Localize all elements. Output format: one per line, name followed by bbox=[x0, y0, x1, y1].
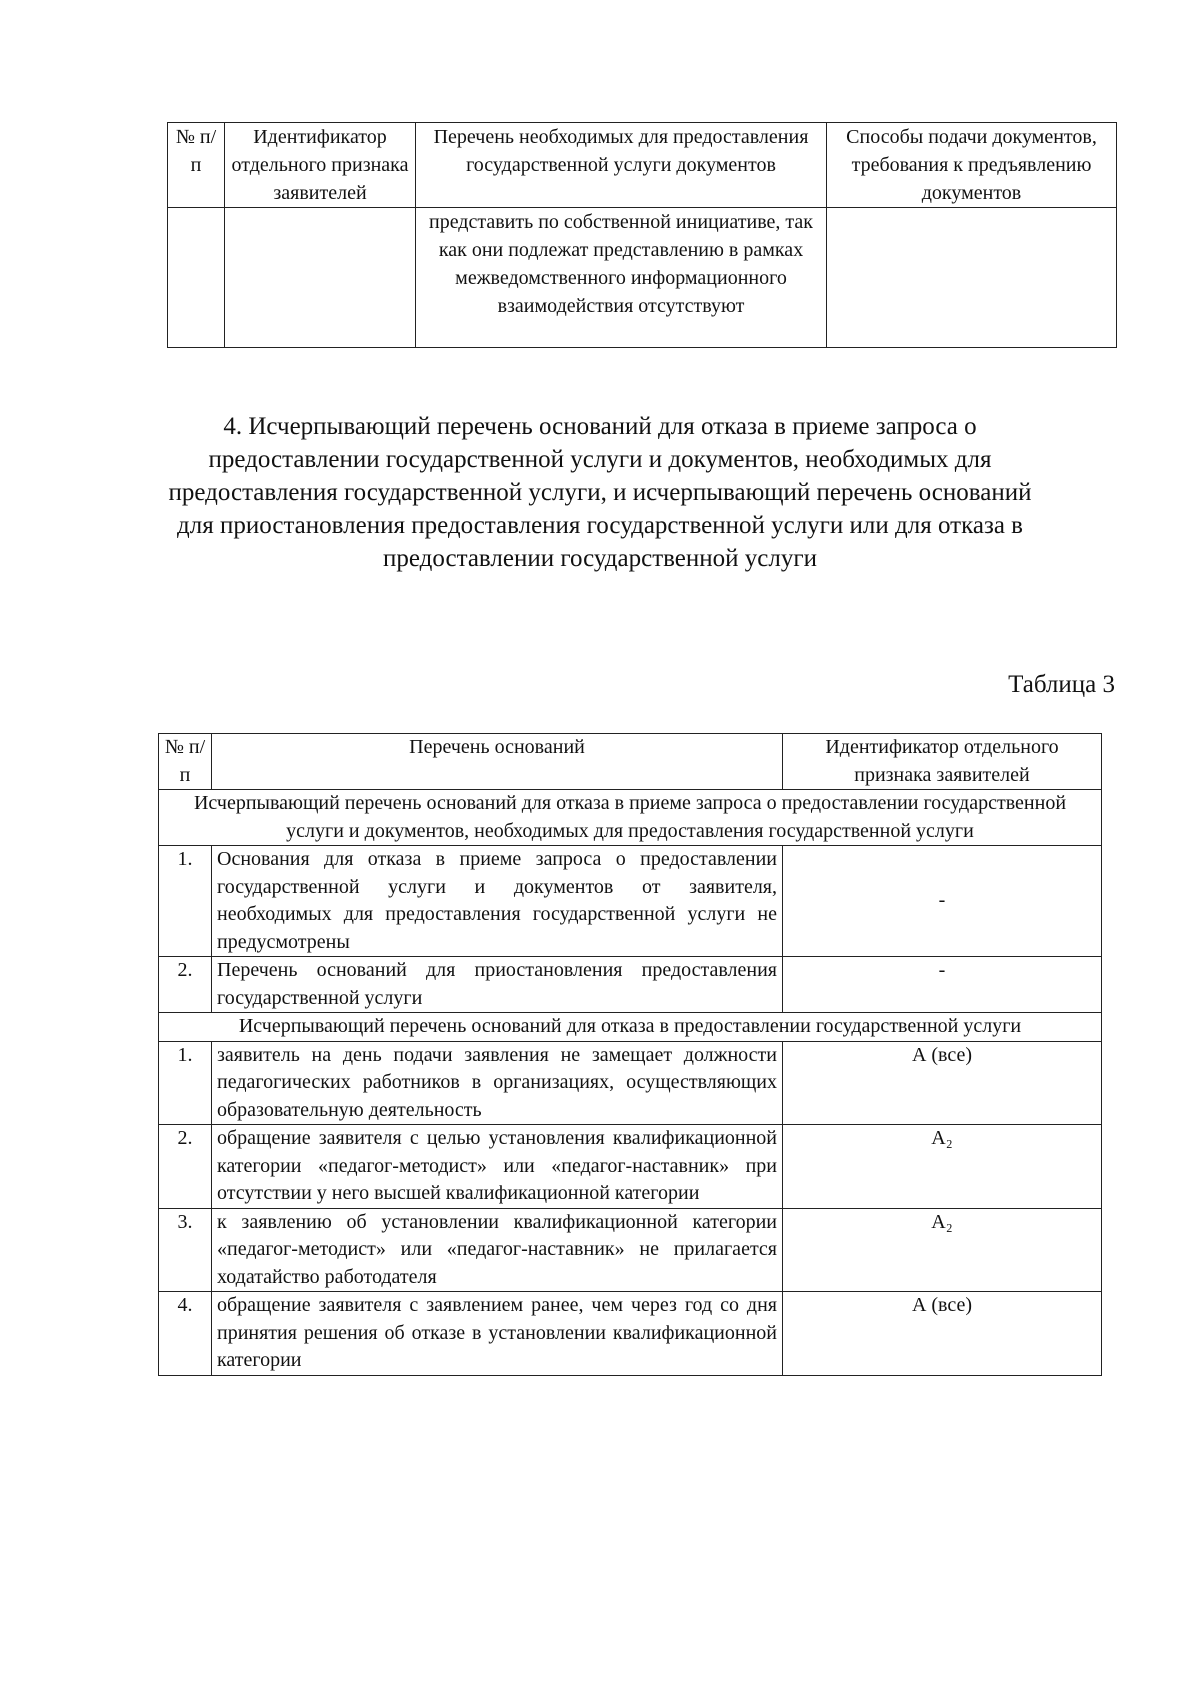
header-number: № п/п bbox=[159, 734, 212, 790]
table-row bbox=[159, 957, 1102, 1013]
group-title: Исчерпывающий перечень оснований для отказа в предоставлении государственной услуги bbox=[159, 1013, 1102, 1042]
row-ground-text: Основания для отказа в приеме запроса о предоставлении государственной услуги и документов от заявителя, необходимых для предоставления государственной услуги не предусмотрены bbox=[212, 846, 783, 957]
header-grounds: Перечень оснований bbox=[212, 734, 783, 790]
group-title: Исчерпывающий перечень оснований для отказа в приеме запроса о предоставлении государственной услуги и документов, необходимых для предоставления государственной услуги bbox=[159, 790, 1102, 846]
row-identifier: А₂ bbox=[783, 1208, 1102, 1292]
header-applicant-identifier: Идентификатор отдельного признака заявителей bbox=[783, 734, 1102, 790]
empty-cell bbox=[827, 208, 1117, 348]
table-row bbox=[159, 1125, 1102, 1209]
row-identifier: А (все) bbox=[783, 1041, 1102, 1125]
row-ground-text: обращение заявителя с целью установления квалификационной категории «педагог-методист» или «педагог-наставник» при отсутствии у него высшей квалификационной категории bbox=[212, 1125, 783, 1209]
row-number: 3. bbox=[159, 1208, 212, 1292]
empty-cell bbox=[168, 208, 225, 348]
table-header-row bbox=[159, 734, 1102, 790]
row-ground-text: Перечень оснований для приостановления предоставления государственной услуги bbox=[212, 957, 783, 1013]
group-title-row bbox=[159, 790, 1102, 846]
group-title-row bbox=[159, 1013, 1102, 1042]
row-number: 1. bbox=[159, 846, 212, 957]
section-heading: 4. Исчерпывающий перечень оснований для отказа в приеме запроса о предоставлении государственной услуги и документов, необходимых для предоставления государственной услуги, и исчерпывающий перечень оснований для приостановления предоставления государственной услуги или для отказа в предоставлении государственной услуги bbox=[168, 413, 1032, 572]
empty-cell bbox=[225, 208, 416, 348]
refusal-grounds-table bbox=[158, 733, 1102, 1376]
row-identifier: А (все) bbox=[783, 1292, 1102, 1376]
documents-table-continuation bbox=[167, 122, 1117, 348]
table-label: Таблица 3 bbox=[1008, 671, 1115, 698]
row-identifier: - bbox=[783, 846, 1102, 957]
documents-continuation-cell: представить по собственной инициативе, так как они подлежат представлению в рамках межведомственного информационного взаимодействия отсутствуют bbox=[416, 208, 827, 348]
table-row bbox=[159, 1041, 1102, 1125]
table-row bbox=[159, 1292, 1102, 1376]
row-number: 1. bbox=[159, 1041, 212, 1125]
row-ground-text: обращение заявителя с заявлением ранее, чем через год со дня принятия решения об отказе в установлении квалификационной категории bbox=[212, 1292, 783, 1376]
row-number: 2. bbox=[159, 957, 212, 1013]
table-row bbox=[159, 1208, 1102, 1292]
row-number: 2. bbox=[159, 1125, 212, 1209]
header-number: № п/п bbox=[168, 123, 225, 208]
table-row bbox=[159, 846, 1102, 957]
row-ground-text: заявитель на день подачи заявления не замещает должности педагогических работников в организациях, осуществляющих образовательную деятельность bbox=[212, 1041, 783, 1125]
table-row bbox=[168, 208, 1117, 348]
row-identifier: - bbox=[783, 957, 1102, 1013]
header-documents-list: Перечень необходимых для предоставления государственной услуги документов bbox=[416, 123, 827, 208]
row-identifier: А₂ bbox=[783, 1125, 1102, 1209]
row-number: 4. bbox=[159, 1292, 212, 1376]
table-header-row bbox=[168, 123, 1117, 208]
header-submission-methods: Способы подачи документов, требования к предъявлению документов bbox=[827, 123, 1117, 208]
row-ground-text: к заявлению об установлении квалификационной категории «педагог-методист» или «педагог-наставник» не прилагается ходатайство работодателя bbox=[212, 1208, 783, 1292]
header-applicant-identifier: Идентификатор отдельного признака заявителей bbox=[225, 123, 416, 208]
